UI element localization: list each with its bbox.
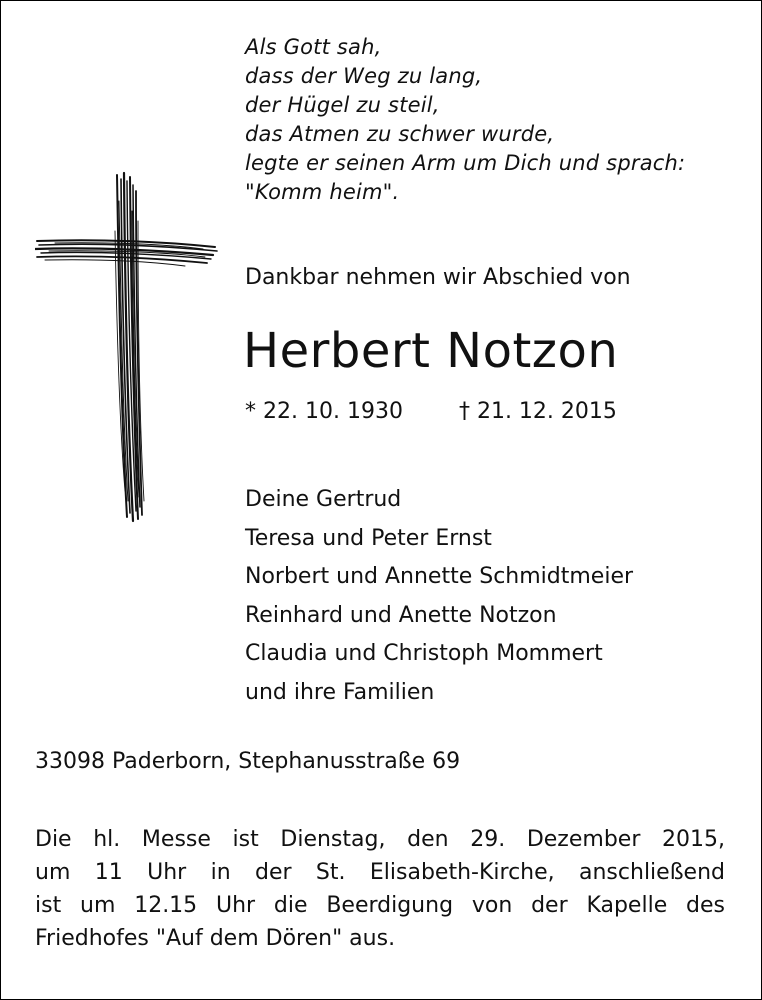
deceased-name: Herbert Notzon xyxy=(243,323,619,379)
life-dates xyxy=(245,399,617,424)
mass-announcement xyxy=(35,823,725,955)
birth-date: * 22. 10. 1930 xyxy=(245,399,403,424)
mourner: Teresa und Peter Ernst xyxy=(245,525,492,551)
poem-line: legte er seinen Arm um Dich und sprach: xyxy=(245,151,686,175)
mourner: Deine Gertrud xyxy=(245,487,402,512)
mass-line: um 11 Uhr in der St. Elisabeth-Kirche, anschließend xyxy=(35,860,725,885)
mass-line: ist um 12.15 Uhr die Beerdigung von der Kapelle des xyxy=(35,893,725,918)
mourner: Reinhard und Anette Notzon xyxy=(245,602,557,628)
poem xyxy=(245,33,685,207)
mass-line: Friedhofes "Auf dem Dören" aus. xyxy=(35,926,396,951)
poem-line: "Komm heim". xyxy=(245,180,400,204)
mourner: und ihre Familien xyxy=(245,679,435,705)
intro-text: Dankbar nehmen wir Abschied von xyxy=(245,265,631,290)
mourners-list xyxy=(245,481,633,712)
death-date: † 21. 12. 2015 xyxy=(458,399,617,424)
mourner: Claudia und Christoph Mommert xyxy=(245,641,603,666)
cross-icon xyxy=(35,171,219,523)
address: 33098 Paderborn, Stephanusstraße 69 xyxy=(35,749,461,774)
poem-line: Als Gott sah, xyxy=(245,35,382,59)
mourner: Norbert und Annette Schmidtmeier xyxy=(245,564,634,589)
poem-line: der Hügel zu steil, xyxy=(245,93,440,117)
poem-line: das Atmen zu schwer wurde, xyxy=(245,122,555,146)
mass-line: Die hl. Messe ist Dienstag, den 29. Dezember 2015, xyxy=(35,827,725,852)
poem-line: dass der Weg zu lang, xyxy=(245,64,483,88)
